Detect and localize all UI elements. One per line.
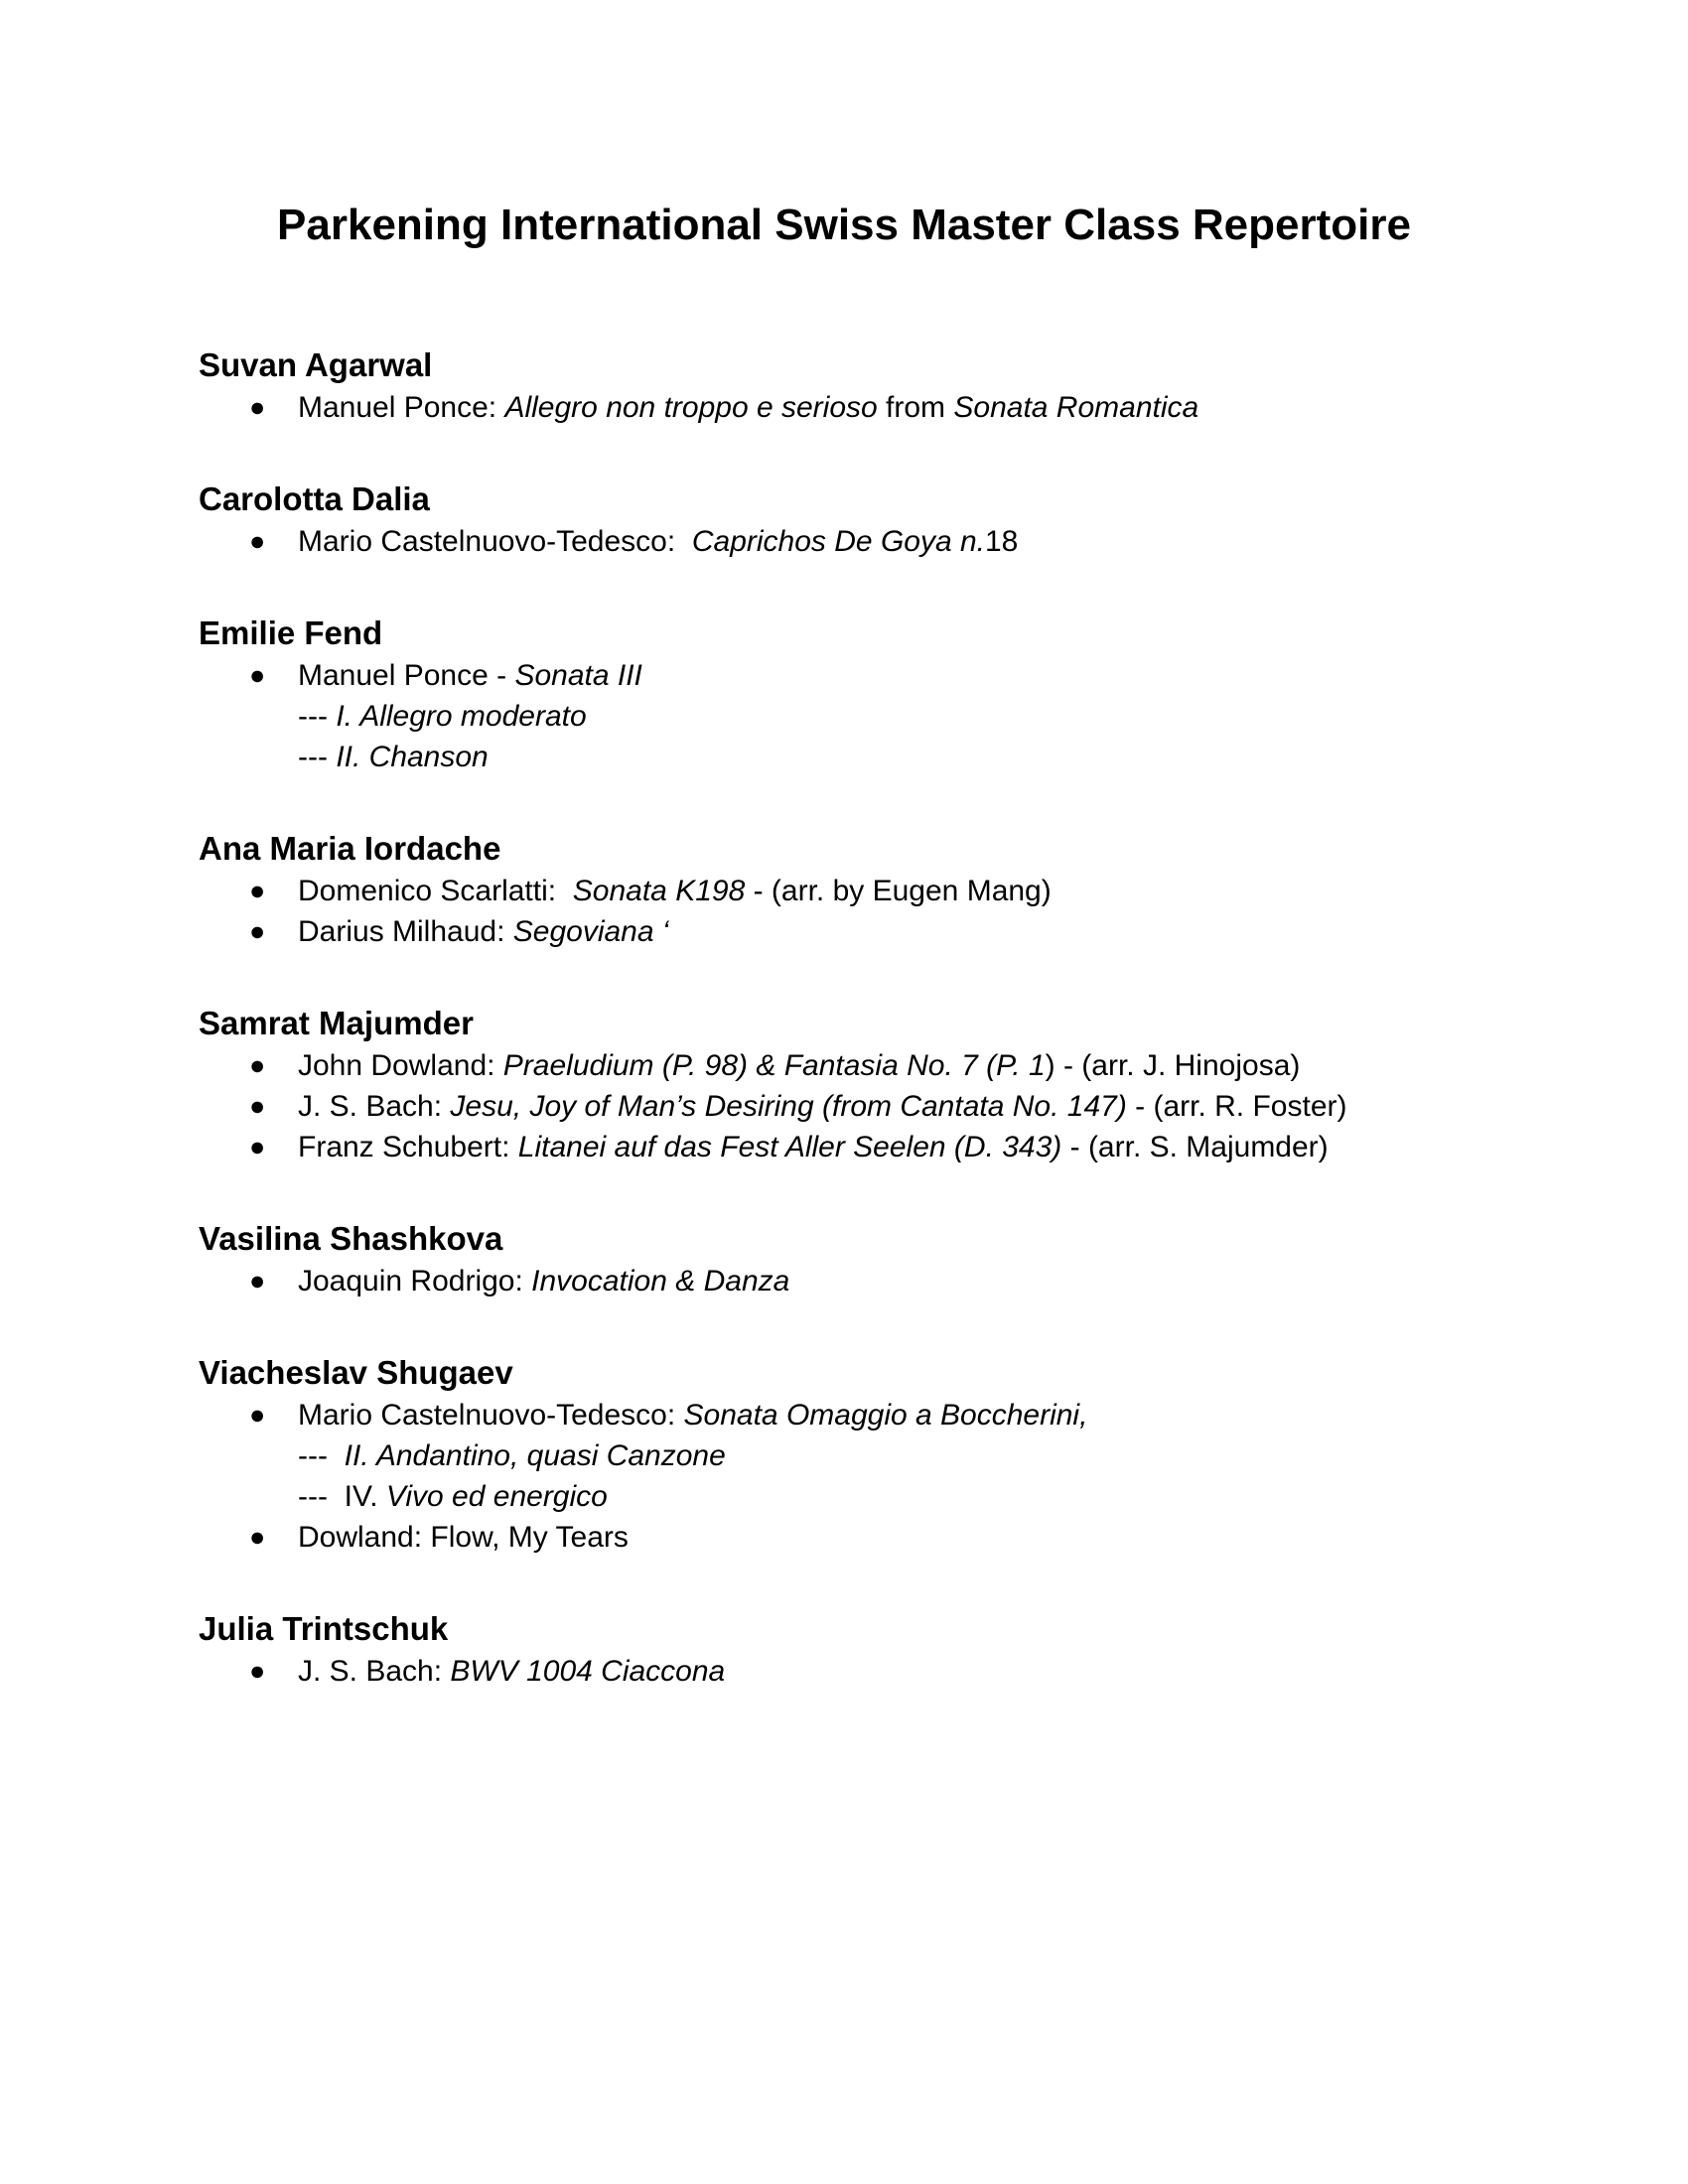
performer-name: Suvan Agarwal bbox=[199, 346, 433, 383]
text-segment: - (arr. S. Majumder) bbox=[1061, 1131, 1329, 1163]
bullet-icon: ● bbox=[249, 1091, 266, 1121]
repertoire-item bbox=[199, 1127, 1489, 1167]
bullet-icon: ● bbox=[249, 660, 266, 690]
text-segment: J. S. Bach: bbox=[298, 1090, 451, 1123]
item-text bbox=[298, 1086, 1489, 1127]
item-text bbox=[298, 1517, 1489, 1558]
text-segment: --- IV. bbox=[298, 1480, 386, 1513]
text-segment: I. Allegro moderato bbox=[336, 700, 587, 733]
item-text bbox=[298, 911, 1489, 952]
document-title: Parkening International Swiss Master Class Repertoire bbox=[277, 201, 1411, 249]
text-segment: Manuel Ponce: bbox=[298, 391, 505, 424]
item-text bbox=[298, 871, 1489, 911]
text-segment: Praeludium (P. 98) & Fantasia No. 7 (P. 1 bbox=[502, 1049, 1046, 1082]
bullet-icon: ● bbox=[249, 876, 266, 905]
item-subline bbox=[298, 1435, 1489, 1476]
repertoire-item bbox=[199, 871, 1489, 911]
text-segment: Mario Castelnuovo-Tedesco: bbox=[298, 525, 692, 558]
performer-section bbox=[199, 1002, 1489, 1167]
repertoire-item bbox=[199, 521, 1489, 562]
repertoire-list bbox=[199, 655, 1489, 777]
repertoire-item bbox=[199, 387, 1489, 428]
repertoire-list bbox=[199, 1395, 1489, 1558]
performer-name: Ana Maria Iordache bbox=[199, 830, 501, 867]
performer-name: Emilie Fend bbox=[199, 614, 383, 651]
repertoire-item bbox=[199, 1261, 1489, 1301]
bullet-icon: ● bbox=[249, 1656, 266, 1686]
text-segment: - (arr. R. Foster) bbox=[1126, 1090, 1347, 1123]
text-segment: --- bbox=[298, 741, 337, 773]
bullet-icon: ● bbox=[249, 392, 266, 422]
bullet-icon: ● bbox=[249, 1400, 266, 1430]
repertoire-item bbox=[199, 1086, 1489, 1127]
item-text bbox=[298, 655, 1489, 696]
repertoire-list bbox=[199, 521, 1489, 562]
performer-name: Samrat Majumder bbox=[199, 1005, 474, 1041]
text-segment: from bbox=[877, 391, 954, 424]
text-segment: --- bbox=[298, 1439, 345, 1472]
text-segment: Sonata III bbox=[514, 659, 642, 692]
item-text bbox=[298, 1261, 1489, 1301]
performer-section bbox=[199, 1217, 1489, 1301]
text-segment: Vivo ed energico bbox=[385, 1480, 608, 1513]
item-text bbox=[298, 1395, 1489, 1435]
repertoire-list bbox=[199, 1261, 1489, 1301]
repertoire-item bbox=[199, 911, 1489, 952]
bullet-icon: ● bbox=[249, 526, 266, 556]
performer-name: Carolotta Dalia bbox=[199, 480, 430, 517]
bullet-icon: ● bbox=[249, 1522, 266, 1552]
performer-name: Julia Trintschuk bbox=[199, 1610, 449, 1647]
text-segment: Joaquin Rodrigo: bbox=[298, 1265, 532, 1297]
text-segment: Domenico Scarlatti: bbox=[298, 875, 573, 907]
text-segment: - (arr. by Eugen Mang) bbox=[745, 875, 1052, 907]
item-text bbox=[298, 1127, 1489, 1167]
text-segment: Litanei auf das Fest Aller Seelen (D. 343) bbox=[517, 1131, 1062, 1163]
performer-section bbox=[199, 827, 1489, 952]
repertoire-list bbox=[199, 1651, 1489, 1692]
text-segment: II. Andantino, quasi Canzone bbox=[344, 1439, 726, 1472]
bullet-icon: ● bbox=[249, 1132, 266, 1161]
text-segment: Franz Schubert: bbox=[298, 1131, 518, 1163]
performer-section bbox=[199, 478, 1489, 562]
repertoire-list bbox=[199, 871, 1489, 952]
text-segment: Manuel Ponce - bbox=[298, 659, 515, 692]
performer-name: Vasilina Shashkova bbox=[199, 1220, 503, 1257]
item-subline bbox=[298, 737, 1489, 777]
item-text bbox=[298, 1651, 1489, 1692]
item-text bbox=[298, 1045, 1489, 1086]
text-segment: Jesu, Joy of Man’s Desiring (from Cantata No. 147) bbox=[450, 1090, 1127, 1123]
text-segment: Darius Milhaud: bbox=[298, 915, 513, 948]
performer-section bbox=[199, 343, 1489, 428]
item-subline bbox=[298, 696, 1489, 737]
text-segment: Dowland: Flow, My Tears bbox=[298, 1521, 629, 1554]
text-segment: 18 bbox=[985, 525, 1019, 558]
repertoire-list bbox=[199, 387, 1489, 428]
text-segment: Sonata Omaggio a Boccherini, bbox=[683, 1399, 1088, 1432]
text-segment: John Dowland: bbox=[298, 1049, 503, 1082]
bullet-icon: ● bbox=[249, 916, 266, 946]
repertoire-item bbox=[199, 655, 1489, 777]
repertoire-item bbox=[199, 1045, 1489, 1086]
text-segment: J. S. Bach: bbox=[298, 1655, 451, 1688]
text-segment: Caprichos De Goya n. bbox=[691, 525, 985, 558]
item-subline bbox=[298, 1476, 1489, 1517]
bullet-icon: ● bbox=[249, 1050, 266, 1080]
text-segment: II. Chanson bbox=[336, 741, 489, 773]
text-segment: Segoviana ‘ bbox=[512, 915, 669, 948]
text-segment: Sonata K198 bbox=[572, 875, 746, 907]
repertoire-list bbox=[199, 1045, 1489, 1167]
text-segment: Invocation & Danza bbox=[531, 1265, 790, 1297]
text-segment: ) - (arr. J. Hinojosa) bbox=[1045, 1049, 1301, 1082]
text-segment: Allegro non troppo e serioso bbox=[504, 391, 878, 424]
text-segment: Sonata Romantica bbox=[953, 391, 1199, 424]
repertoire-item bbox=[199, 1651, 1489, 1692]
performer-name: Viacheslav Shugaev bbox=[199, 1354, 513, 1391]
performer-section bbox=[199, 1607, 1489, 1692]
item-text bbox=[298, 521, 1489, 562]
performer-section bbox=[199, 1351, 1489, 1558]
repertoire-item bbox=[199, 1395, 1489, 1517]
performer-section bbox=[199, 612, 1489, 777]
item-text bbox=[298, 387, 1489, 428]
text-segment: Mario Castelnuovo-Tedesco: bbox=[298, 1399, 684, 1432]
bullet-icon: ● bbox=[249, 1266, 266, 1296]
text-segment: BWV 1004 Ciaccona bbox=[450, 1655, 726, 1688]
text-segment: --- bbox=[298, 700, 337, 733]
repertoire-item bbox=[199, 1517, 1489, 1558]
